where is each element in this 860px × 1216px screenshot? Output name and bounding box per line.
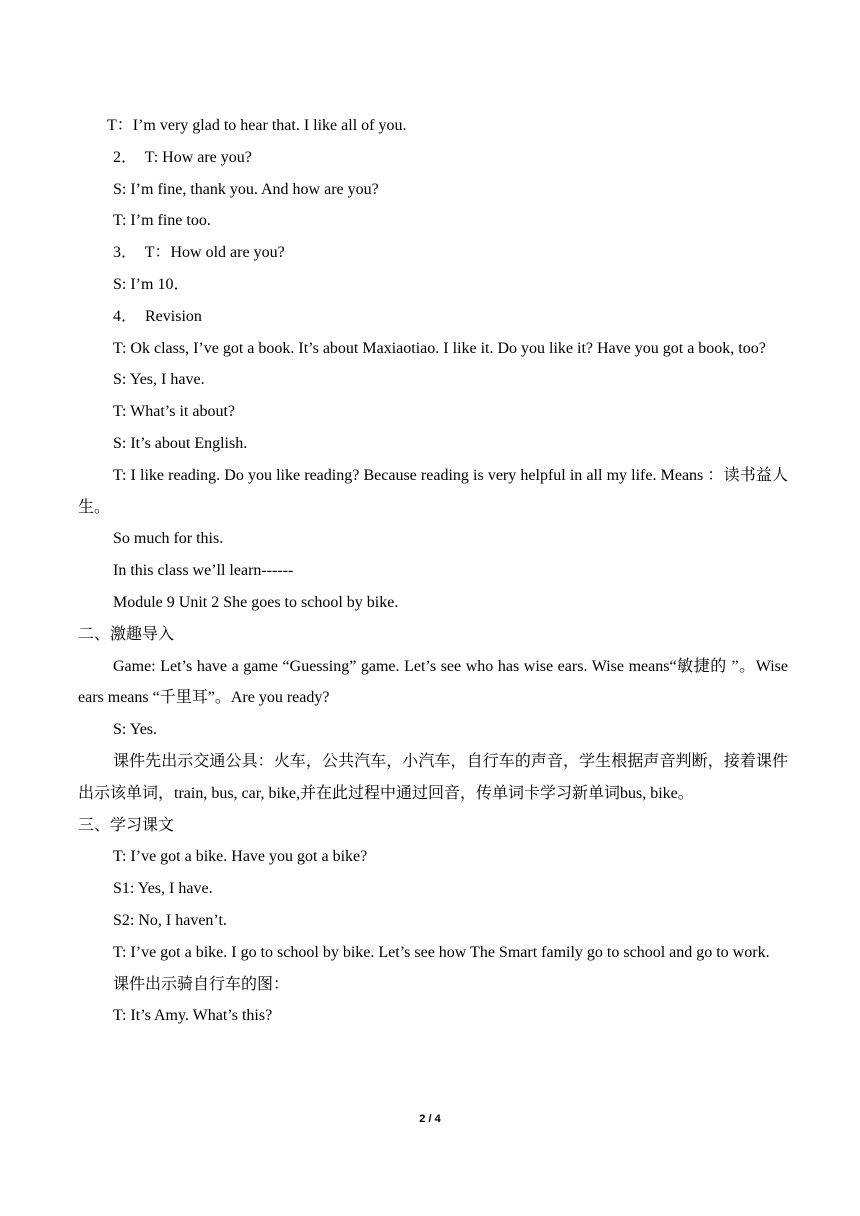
dialogue-line: T: What’s it about? <box>113 403 235 421</box>
numbered-item: 4． Revision <box>113 307 202 325</box>
dialogue-line: S: I’m fine, thank you. And how are you? <box>113 180 379 198</box>
dialogue-line: S1: Yes, I have. <box>113 880 213 898</box>
dialogue-paragraph: T: I’ve got a bike. I go to school by bike. Let’s see how The Smart family go to school and go to work. <box>113 943 770 961</box>
dialogue-line: S: Yes, I have. <box>113 371 205 389</box>
dialogue-line: S2: No, I haven’t. <box>113 911 227 929</box>
dialogue-line: S: It’s about English. <box>113 434 248 452</box>
numbered-item: 2． T: How are you? <box>113 148 252 166</box>
dialogue-line: T：I’m very glad to hear that. I like all of you. <box>107 117 407 134</box>
lesson-title: Module 9 Unit 2 She goes to school by bike. <box>113 593 399 611</box>
instruction-paragraph: 课件先出示交通公具：火车，公共汽车，小汽车，自行车的声音，学生根据声音判断，接着课件出示该单词，train, bus, car, bike,并在此过程中通过回音，传单词卡学习新单词bus, bike。 <box>78 752 788 802</box>
instruction-line: 课件出示骑自行车的图： <box>113 975 290 993</box>
dialogue-line: S: Yes. <box>113 721 158 739</box>
numbered-item: 3． T：How old are you? <box>113 244 285 262</box>
game-paragraph: Game: Let’s have a game “Guessing” game. Let’s see who has wise ears. Wise means“敏捷的 ”。Wise ears means “千里耳”。Are you ready? <box>78 657 792 707</box>
dialogue-line: S: I’m 10． <box>113 275 190 293</box>
text-line: In this class we’ll learn------ <box>113 562 294 580</box>
dialogue-line: T: I’ve got a bike. Have you got a bike? <box>113 848 368 866</box>
dialogue-line: T: I’m fine too. <box>113 212 211 230</box>
page-number: 2 / 4 <box>419 1113 441 1125</box>
document-body <box>78 110 792 1032</box>
section-heading: 三、学习课文 <box>78 816 175 834</box>
dialogue-paragraph: T: Ok class, I’ve got a book. It’s about Maxiaotiao. I like it. Do you like it? Have you got a book, too? <box>113 339 766 357</box>
text-line: So much for this. <box>113 530 224 548</box>
dialogue-line: T: It’s Amy. What’s this? <box>113 1007 273 1025</box>
section-heading: 二、激趣导入 <box>78 625 175 643</box>
dialogue-paragraph: T: I like reading. Do you like reading? Because reading is very helpful in all my life. Means ：读书益人生。 <box>78 466 788 516</box>
